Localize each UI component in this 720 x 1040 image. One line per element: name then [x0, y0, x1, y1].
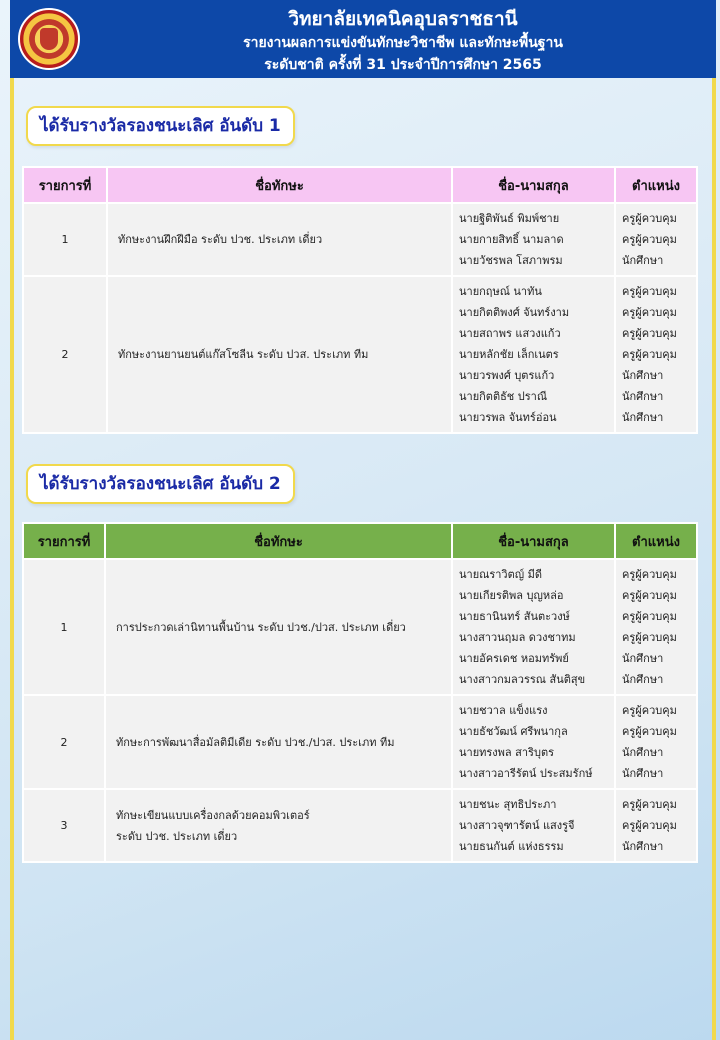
column-header-name: ชื่อ-นามสกุล: [452, 167, 615, 203]
college-logo-icon: [18, 8, 80, 70]
person-role: ครูผู้ควบคุม: [622, 610, 677, 623]
person-names: [452, 276, 615, 433]
awards-table-runner-up-2: [22, 522, 698, 863]
person-role: นักศึกษา: [622, 369, 664, 382]
column-header-skill: ชื่อทักษะ: [105, 523, 452, 559]
page-subtitle-event: ระดับชาติ ครั้งที่ 31 ประจำปีการศึกษา 2565: [264, 57, 542, 73]
person-roles: [615, 203, 697, 276]
skill-name-line: ทักษะการพัฒนาสื่อมัลติมีเดีย ระดับ ปวช./ปวส. ประเภท ทีม: [116, 735, 395, 749]
person-role: ครูผู้ควบคุม: [622, 212, 677, 225]
person-role: ครูผู้ควบคุม: [622, 233, 677, 246]
column-header-name: ชื่อ-นามสกุล: [452, 523, 615, 559]
row-number: 3: [23, 789, 105, 862]
person-role: นักศึกษา: [622, 746, 664, 759]
person-role: ครูผู้ควบคุม: [622, 725, 677, 738]
person-name: นายกายสิทธิ์ นามลาด: [459, 233, 564, 246]
person-role: นักศึกษา: [622, 254, 664, 267]
section-title-runner-up-1: ได้รับรางวัลรองชนะเลิศ อันดับ 1: [26, 106, 295, 146]
person-name: นายเกียรติพล บุญหล่อ: [459, 589, 564, 602]
person-names: [452, 789, 615, 862]
person-name: นางสาวจุฑารัตน์ แสงรูจี: [459, 819, 575, 832]
row-number: 1: [23, 203, 107, 276]
skill-name-line: ระดับ ปวช. ประเภท เดี่ยว: [116, 829, 238, 843]
column-header-no: รายการที่: [23, 523, 105, 559]
person-name: นายธานินทร์ สันตะวงษ์: [459, 610, 570, 623]
person-roles: [615, 276, 697, 433]
page-frame-left: [10, 78, 14, 1040]
table-row: [23, 789, 697, 862]
person-role: ครูผู้ควบคุม: [622, 327, 677, 340]
person-name: นายชนะ สุทธิประภา: [459, 798, 557, 811]
person-names: [452, 559, 615, 695]
person-name: นายฐิติพันธ์ พิมพ์ชาย: [459, 212, 560, 225]
row-number: 2: [23, 276, 107, 433]
person-name: นางสาวกมลวรรณ สันติสุข: [459, 673, 586, 686]
person-role: ครูผู้ควบคุม: [622, 306, 677, 319]
person-name: นายหลักชัย เล็กเนตร: [459, 348, 559, 361]
person-name: นายกิตติพงศ์ จันทร์งาม: [459, 306, 570, 319]
table-row: [23, 276, 697, 433]
person-name: นายธัชวัฒน์ ศรีพนากุล: [459, 725, 568, 738]
skill-name: [105, 789, 452, 862]
person-name: นางสาวอารีรัตน์ ประสมรักษ์: [459, 767, 593, 780]
awards-table-runner-up-1: [22, 166, 698, 434]
skill-name: [107, 203, 452, 276]
row-number: 1: [23, 559, 105, 695]
skill-name-line: ทักษะเขียนแบบเครื่องกลด้วยคอมพิวเตอร์: [116, 808, 310, 822]
person-name: นายทรงพล สาริบุตร: [459, 746, 554, 759]
column-header-role: ตำแหน่ง: [615, 523, 697, 559]
person-role: ครูผู้ควบคุม: [622, 819, 677, 832]
column-header-skill: ชื่อทักษะ: [107, 167, 452, 203]
person-names: [452, 695, 615, 789]
person-role: ครูผู้ควบคุม: [622, 285, 677, 298]
page-subtitle: รายงานผลการแข่งขันทักษะวิชาชีพ และทักษะพื้นฐาน: [243, 35, 563, 51]
column-header-role: ตำแหน่ง: [615, 167, 697, 203]
person-role: นักศึกษา: [622, 673, 664, 686]
page-frame-right: [712, 78, 716, 1040]
table-row: [23, 559, 697, 695]
person-name: นายชวาล แข็งแรง: [459, 704, 548, 717]
person-role: นักศึกษา: [622, 411, 664, 424]
skill-name-line: ทักษะงานยานยนต์แก๊สโซลีน ระดับ ปวส. ประเภท ทีม: [118, 348, 369, 361]
table-header-row: [23, 523, 697, 559]
person-role: ครูผู้ควบคุม: [622, 704, 677, 717]
page-header: [10, 0, 716, 78]
person-name: นายธนกันต์ แห่งธรรม: [459, 840, 564, 853]
person-name: นายอัครเดช หอมทรัพย์: [459, 652, 569, 665]
person-role: ครูผู้ควบคุม: [622, 631, 677, 644]
section-title-runner-up-2: ได้รับรางวัลรองชนะเลิศ อันดับ 2: [26, 464, 295, 504]
person-role: ครูผู้ควบคุม: [622, 568, 677, 581]
skill-name-line: ทักษะงานฝึกฝีมือ ระดับ ปวช. ประเภท เดี่ยว: [118, 233, 323, 246]
column-header-no: รายการที่: [23, 167, 107, 203]
table-body: [23, 203, 697, 433]
skill-name: [105, 695, 452, 789]
row-number: 2: [23, 695, 105, 789]
table-body: [23, 559, 697, 862]
skill-name-line: การประกวดเล่านิทานพื้นบ้าน ระดับ ปวช./ปวส. ประเภท เดี่ยว: [116, 620, 406, 634]
table-header-row: [23, 167, 697, 203]
table-row: [23, 695, 697, 789]
table-row: [23, 203, 697, 276]
person-name: นายณราวิตญ์ มีดี: [459, 568, 543, 581]
page-title: วิทยาลัยเทคนิคอุบลราชธานี: [288, 8, 518, 30]
person-name: นายสถาพร แสวงแก้ว: [459, 327, 561, 340]
person-name: นายวรพล จันทร์อ่อน: [459, 411, 557, 424]
person-role: นักศึกษา: [622, 390, 664, 403]
skill-name: [105, 559, 452, 695]
person-roles: [615, 789, 697, 862]
person-roles: [615, 695, 697, 789]
person-role: ครูผู้ควบคุม: [622, 798, 677, 811]
person-name: นายกฤษณ์ นาทัน: [459, 285, 542, 298]
person-role: นักศึกษา: [622, 652, 664, 665]
person-name: นายวรพงศ์ บุตรแก้ว: [459, 369, 555, 382]
person-role: ครูผู้ควบคุม: [622, 348, 677, 361]
person-roles: [615, 559, 697, 695]
person-name: นางสาวนฤมล ดวงชาทม: [459, 631, 576, 644]
person-role: ครูผู้ควบคุม: [622, 589, 677, 602]
person-names: [452, 203, 615, 276]
person-name: นายวัชรพล โสภาพรม: [459, 254, 563, 267]
person-name: นายกิตติธัช ปราณี: [459, 390, 548, 403]
person-role: นักศึกษา: [622, 767, 664, 780]
person-role: นักศึกษา: [622, 840, 664, 853]
skill-name: [107, 276, 452, 433]
